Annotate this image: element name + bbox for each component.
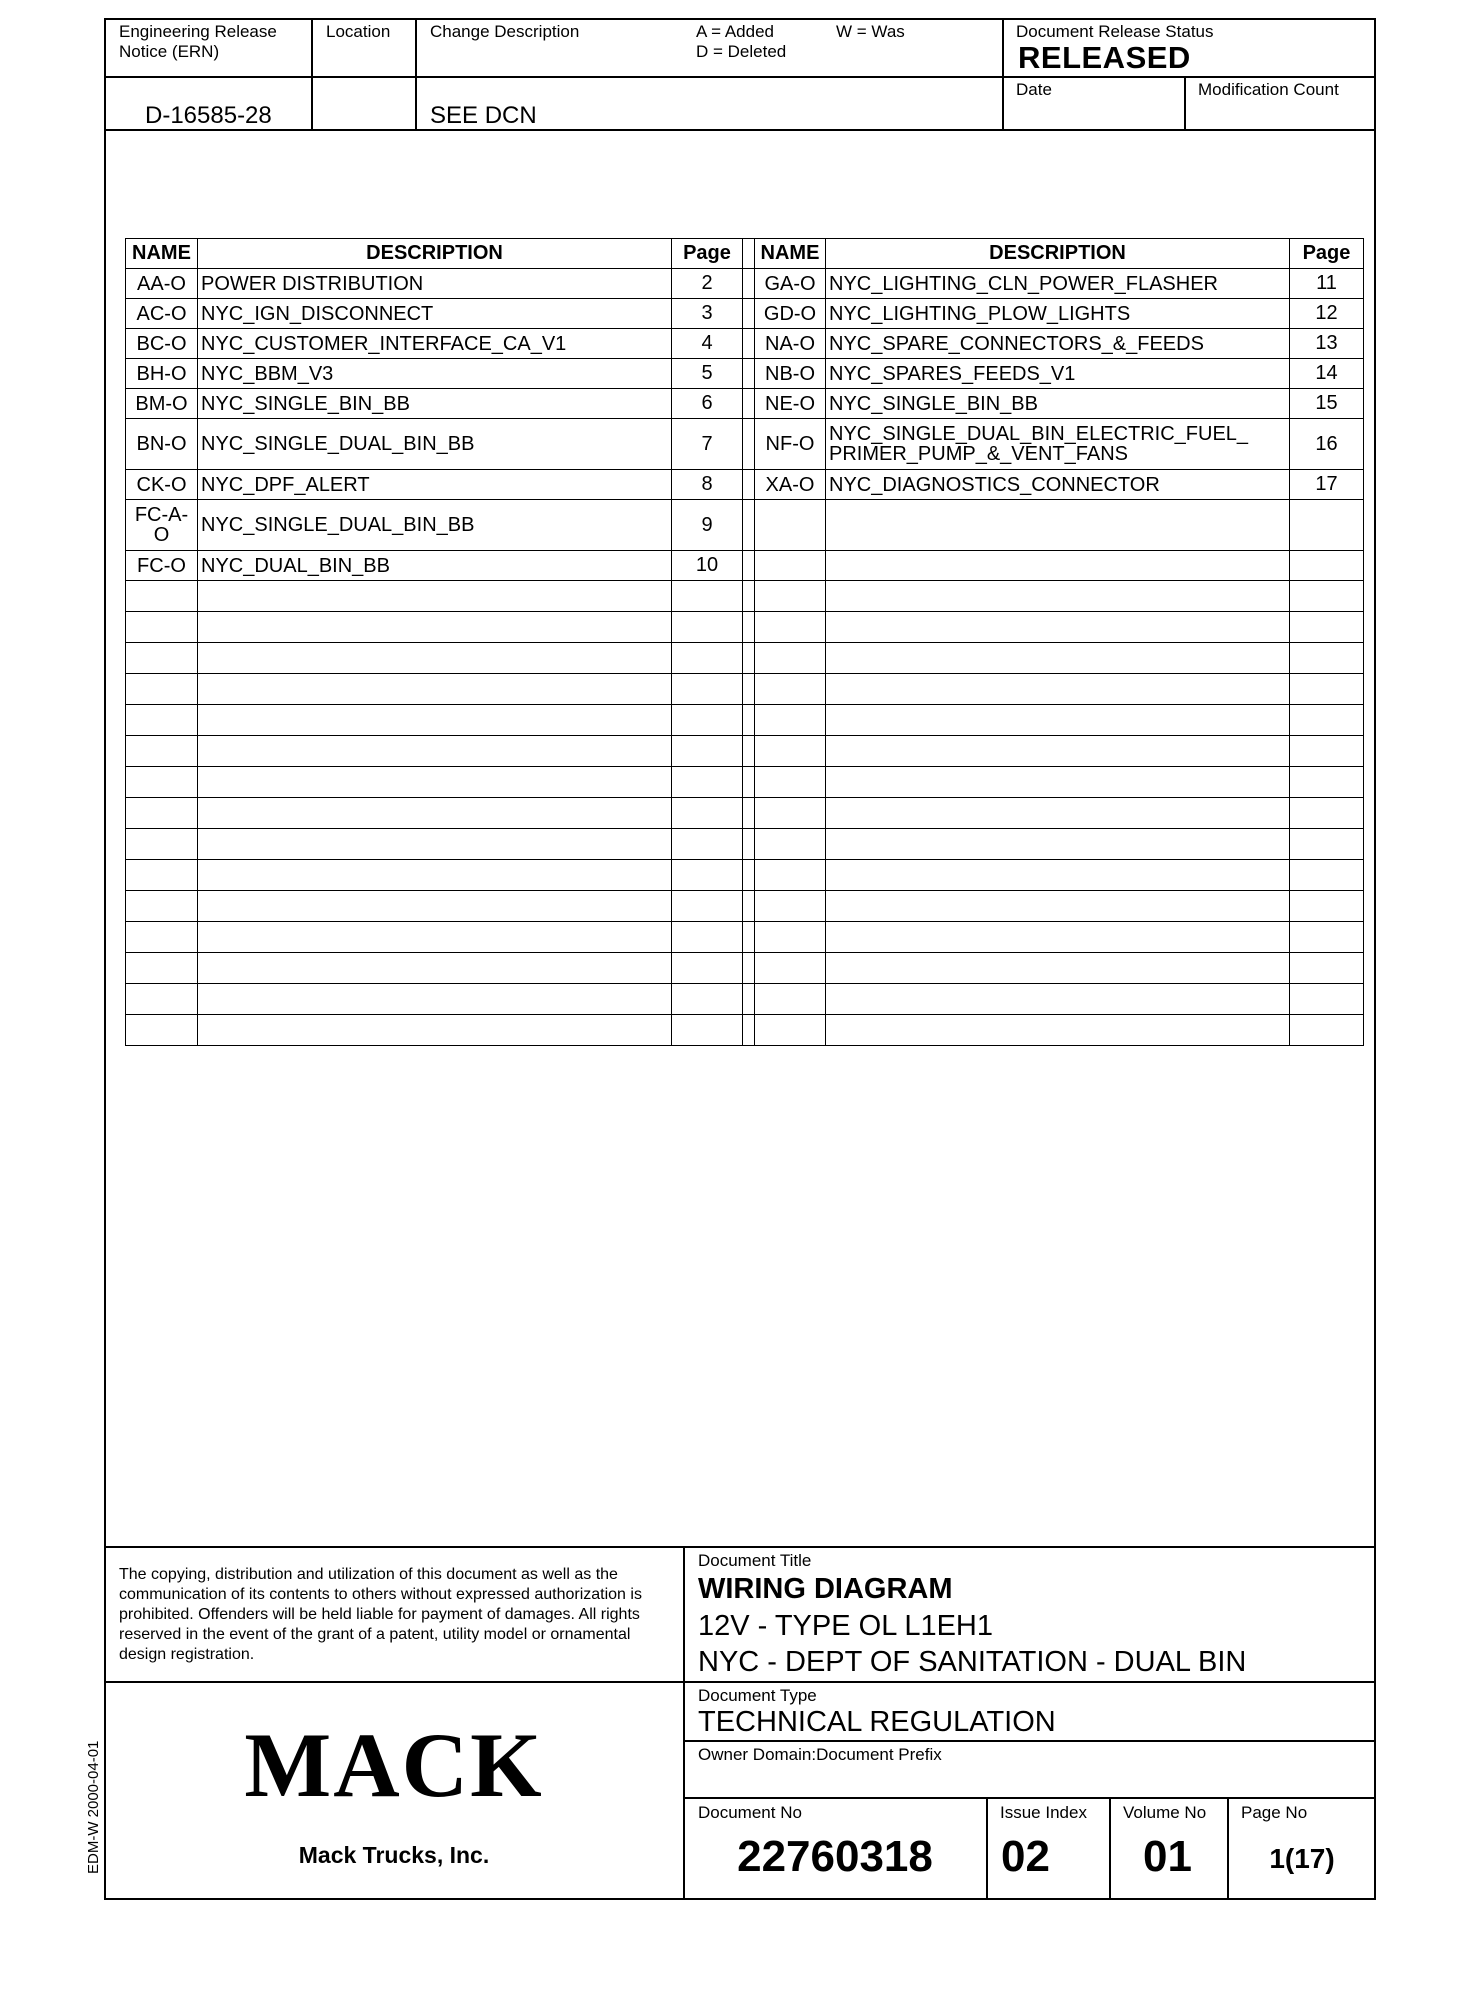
empty-cell [126, 829, 198, 860]
empty-cell [672, 767, 743, 798]
sheet-page: 14 [1290, 359, 1364, 389]
empty-cell [126, 798, 198, 829]
empty-cell [826, 798, 1290, 829]
sheet-description: NYC_DUAL_BIN_BB [198, 551, 672, 581]
empty-cell [198, 767, 672, 798]
empty-cell [126, 953, 198, 984]
empty-cell [126, 674, 198, 705]
sheet-page: 10 [672, 551, 743, 581]
column-gap [743, 500, 755, 551]
document-no-value: 22760318 [737, 1832, 933, 1881]
release-status-value: RELEASED [1018, 40, 1191, 75]
empty-cell [126, 984, 198, 1015]
empty-cell [1290, 798, 1364, 829]
sheet-description: NYC_DPF_ALERT [198, 470, 672, 500]
empty-cell [1290, 705, 1364, 736]
empty-table-row [126, 674, 1364, 705]
document-type-value: TECHNICAL REGULATION [698, 1706, 1056, 1738]
sheet-description: NYC_IGN_DISCONNECT [198, 299, 672, 329]
empty-cell [826, 860, 1290, 891]
empty-cell [755, 581, 826, 612]
document-title-line-3: NYC - DEPT OF SANITATION - DUAL BIN [698, 1646, 1247, 1678]
column-gap [743, 389, 755, 419]
empty-cell [126, 922, 198, 953]
sheet-name: BC-O [126, 329, 198, 359]
empty-cell [826, 736, 1290, 767]
sheet-name: NB-O [755, 359, 826, 389]
table-row [126, 470, 1364, 500]
modification-count-label: Modification Count [1198, 80, 1339, 99]
empty-cell [743, 674, 755, 705]
sheet-description: NYC_SINGLE_DUAL_BIN_BB [198, 500, 672, 551]
empty-cell [1290, 984, 1364, 1015]
empty-cell [755, 643, 826, 674]
sheet-page: 4 [672, 329, 743, 359]
empty-cell [826, 705, 1290, 736]
footer-vline-volume [1109, 1797, 1111, 1900]
column-gap [743, 419, 755, 470]
sheet-page: 17 [1290, 470, 1364, 500]
empty-cell [743, 581, 755, 612]
empty-table-row [126, 643, 1364, 674]
empty-cell [1290, 643, 1364, 674]
empty-cell [743, 1015, 755, 1046]
empty-cell [826, 891, 1290, 922]
empty-cell [1290, 1015, 1364, 1046]
sheet-page [1290, 551, 1364, 581]
sheet-description: NYC_LIGHTING_PLOW_LIGHTS [826, 299, 1290, 329]
sheet-page [1290, 500, 1364, 551]
column-gap [743, 470, 755, 500]
column-gap [743, 359, 755, 389]
table-row [126, 299, 1364, 329]
empty-table-row [126, 829, 1364, 860]
empty-cell [672, 829, 743, 860]
side-code: EDM-W 2000-04-01 [85, 1740, 102, 1874]
page-no-value: 1(17) [1269, 1843, 1335, 1874]
empty-cell [672, 922, 743, 953]
empty-cell [672, 581, 743, 612]
sheet-name: NE-O [755, 389, 826, 419]
col-header-name: NAME [126, 239, 198, 269]
empty-cell [1290, 891, 1364, 922]
empty-cell [126, 612, 198, 643]
empty-cell [672, 705, 743, 736]
empty-cell [826, 829, 1290, 860]
empty-cell [126, 581, 198, 612]
empty-cell [1290, 829, 1364, 860]
col-header-name: NAME [755, 239, 826, 269]
empty-cell [743, 612, 755, 643]
sheet-description: NYC_SPARE_CONNECTORS_&_FEEDS [826, 329, 1290, 359]
owner-bottom-line [683, 1797, 1376, 1799]
empty-cell [126, 891, 198, 922]
empty-cell [826, 953, 1290, 984]
empty-table-row [126, 736, 1364, 767]
empty-cell [755, 705, 826, 736]
sheet-name: GD-O [755, 299, 826, 329]
empty-cell [198, 860, 672, 891]
legend-added: A = Added [696, 22, 774, 41]
empty-cell [826, 612, 1290, 643]
sheet-name: AC-O [126, 299, 198, 329]
empty-cell [126, 767, 198, 798]
sheet-description: NYC_BBM_V3 [198, 359, 672, 389]
sheet-page: 8 [672, 470, 743, 500]
col-header-description: DESCRIPTION [198, 239, 672, 269]
empty-cell [755, 860, 826, 891]
empty-cell [672, 860, 743, 891]
table-row [126, 329, 1364, 359]
issue-index-label: Issue Index [1000, 1803, 1087, 1822]
sheet-page: 3 [672, 299, 743, 329]
empty-cell [126, 1015, 198, 1046]
empty-cell [672, 643, 743, 674]
sheet-name: NF-O [755, 419, 826, 470]
sheet-page: 16 [1290, 419, 1364, 470]
sheet-page: 9 [672, 500, 743, 551]
empty-cell [755, 674, 826, 705]
empty-cell [826, 581, 1290, 612]
empty-cell [826, 984, 1290, 1015]
sheet-description [826, 500, 1290, 551]
empty-cell [1290, 581, 1364, 612]
table-row [126, 551, 1364, 581]
empty-cell [198, 798, 672, 829]
sheet-description: NYC_LIGHTING_CLN_POWER_FLASHER [826, 269, 1290, 299]
empty-table-row [126, 798, 1364, 829]
issue-index-value: 02 [1001, 1832, 1050, 1881]
empty-cell [1290, 860, 1364, 891]
empty-cell [126, 705, 198, 736]
column-gap [743, 239, 755, 269]
empty-cell [755, 829, 826, 860]
col-header-page: Page [672, 239, 743, 269]
empty-table-row [126, 705, 1364, 736]
document-type-label: Document Type [698, 1686, 817, 1705]
empty-cell [755, 891, 826, 922]
empty-cell [743, 860, 755, 891]
document-title-label: Document Title [698, 1551, 812, 1570]
table-row [126, 269, 1364, 299]
sheet-description: NYC_CUSTOMER_INTERFACE_CA_V1 [198, 329, 672, 359]
owner-domain-label: Owner Domain:Document Prefix [698, 1745, 942, 1764]
sheet-page: 15 [1290, 389, 1364, 419]
ern-value: D-16585-28 [145, 102, 272, 129]
empty-cell [126, 736, 198, 767]
document-no-label: Document No [698, 1803, 802, 1822]
header-vline-2 [415, 18, 417, 131]
empty-cell [1290, 922, 1364, 953]
sheet-name: NA-O [755, 329, 826, 359]
company-name: Mack Trucks, Inc. [298, 1842, 490, 1868]
empty-cell [198, 953, 672, 984]
empty-cell [826, 674, 1290, 705]
empty-cell [755, 767, 826, 798]
empty-table-row [126, 612, 1364, 643]
empty-cell [198, 922, 672, 953]
sheet-name: BN-O [126, 419, 198, 470]
empty-cell [743, 953, 755, 984]
sheet-page: 11 [1290, 269, 1364, 299]
empty-cell [755, 736, 826, 767]
table-header-row [126, 239, 1364, 269]
empty-cell [755, 1015, 826, 1046]
sheet-page: 2 [672, 269, 743, 299]
empty-cell [755, 953, 826, 984]
empty-cell [198, 984, 672, 1015]
col-header-description: DESCRIPTION [826, 239, 1290, 269]
header-vline-1 [311, 18, 313, 131]
sheet-name: XA-O [755, 470, 826, 500]
sheet-name: AA-O [126, 269, 198, 299]
table-row [126, 500, 1364, 551]
empty-cell [672, 674, 743, 705]
sheet-page: 12 [1290, 299, 1364, 329]
sheet-page: 13 [1290, 329, 1364, 359]
empty-table-row [126, 984, 1364, 1015]
empty-cell [198, 705, 672, 736]
empty-cell [743, 643, 755, 674]
footer-mid-line [104, 1681, 1376, 1683]
table-row [126, 419, 1364, 470]
empty-cell [743, 736, 755, 767]
empty-cell [672, 891, 743, 922]
legend-was: W = Was [836, 22, 905, 41]
empty-cell [743, 984, 755, 1015]
empty-cell [126, 860, 198, 891]
empty-table-row [126, 767, 1364, 798]
empty-cell [1290, 736, 1364, 767]
empty-cell [1290, 767, 1364, 798]
empty-cell [755, 612, 826, 643]
empty-cell [198, 1015, 672, 1046]
sheet-name: BH-O [126, 359, 198, 389]
empty-cell [1290, 953, 1364, 984]
empty-cell [755, 798, 826, 829]
empty-cell [672, 736, 743, 767]
empty-table-row [126, 581, 1364, 612]
sheet-name: CK-O [126, 470, 198, 500]
legal-notice: The copying, distribution and utilization of this document as well as the communication of its contents to others without expressed authorization is prohibited. Offenders will be held liable for payment of damages. All rights reserved in the event of the grant of a patent, utility model or ornamental design registration. [119, 1566, 642, 1663]
header-vline-3 [1002, 18, 1004, 131]
table-row [126, 389, 1364, 419]
empty-cell [826, 922, 1290, 953]
empty-cell [672, 612, 743, 643]
empty-cell [126, 643, 198, 674]
change-description-value: SEE DCN [430, 102, 537, 129]
doc-type-bottom-line [683, 1740, 1376, 1742]
sheet-name [755, 551, 826, 581]
empty-cell [672, 798, 743, 829]
sheet-name: GA-O [755, 269, 826, 299]
empty-cell [672, 953, 743, 984]
sheet-name: FC-A- O [126, 500, 198, 551]
empty-cell [198, 674, 672, 705]
empty-cell [743, 891, 755, 922]
empty-cell [198, 736, 672, 767]
footer-vline-issue [986, 1797, 988, 1900]
empty-cell [743, 705, 755, 736]
table-row [126, 359, 1364, 389]
sheet-description: NYC_SINGLE_BIN_BB [826, 389, 1290, 419]
empty-cell [743, 829, 755, 860]
empty-cell [743, 767, 755, 798]
change-description-label: Change Description [430, 22, 580, 41]
empty-cell [198, 891, 672, 922]
ern-label: Engineering Release Notice (ERN) [119, 22, 277, 61]
footer-top-line [104, 1546, 1376, 1548]
sheet-page: 6 [672, 389, 743, 419]
empty-cell [755, 984, 826, 1015]
page-no-label: Page No [1241, 1803, 1308, 1822]
empty-cell [198, 612, 672, 643]
empty-cell [826, 643, 1290, 674]
empty-cell [1290, 612, 1364, 643]
empty-cell [743, 798, 755, 829]
empty-cell [755, 922, 826, 953]
sheet-index-table [125, 238, 1364, 1046]
empty-cell [198, 643, 672, 674]
release-status-label: Document Release Status [1016, 22, 1214, 41]
sheet-description: NYC_SPARES_FEEDS_V1 [826, 359, 1290, 389]
column-gap [743, 269, 755, 299]
legend-deleted: D = Deleted [696, 42, 787, 61]
sheet-name: BM-O [126, 389, 198, 419]
empty-table-row [126, 891, 1364, 922]
sheet-page: 7 [672, 419, 743, 470]
empty-table-row [126, 860, 1364, 891]
volume-no-label: Volume No [1123, 1803, 1207, 1822]
sheet-description: NYC_SINGLE_DUAL_BIN_ELECTRIC_FUEL_ PRIMER_PUMP_&_VENT_FANS [826, 419, 1290, 470]
volume-no-value: 01 [1143, 1832, 1192, 1881]
empty-cell [672, 984, 743, 1015]
sheet-description: NYC_SINGLE_BIN_BB [198, 389, 672, 419]
col-header-page: Page [1290, 239, 1364, 269]
empty-table-row [126, 1015, 1364, 1046]
empty-cell [826, 767, 1290, 798]
column-gap [743, 329, 755, 359]
mack-logo: MACK [244, 1714, 544, 1816]
empty-cell [1290, 674, 1364, 705]
header-vline-4 [1184, 76, 1186, 131]
empty-cell [672, 1015, 743, 1046]
sheet-name [755, 500, 826, 551]
sheet-description: NYC_DIAGNOSTICS_CONNECTOR [826, 470, 1290, 500]
empty-table-row [126, 922, 1364, 953]
column-gap [743, 551, 755, 581]
empty-cell [743, 922, 755, 953]
sheet-name: FC-O [126, 551, 198, 581]
empty-table-row [126, 953, 1364, 984]
sheet-description: NYC_SINGLE_DUAL_BIN_BB [198, 419, 672, 470]
empty-cell [198, 829, 672, 860]
date-label: Date [1016, 80, 1052, 99]
sheet-page: 5 [672, 359, 743, 389]
document-title-line-1: WIRING DIAGRAM [698, 1573, 953, 1605]
empty-cell [826, 1015, 1290, 1046]
column-gap [743, 299, 755, 329]
sheet-description: POWER DISTRIBUTION [198, 269, 672, 299]
location-label: Location [326, 22, 391, 41]
empty-cell [198, 581, 672, 612]
sheet-description [826, 551, 1290, 581]
document-title-line-2: 12V - TYPE OL L1EH1 [698, 1610, 993, 1642]
